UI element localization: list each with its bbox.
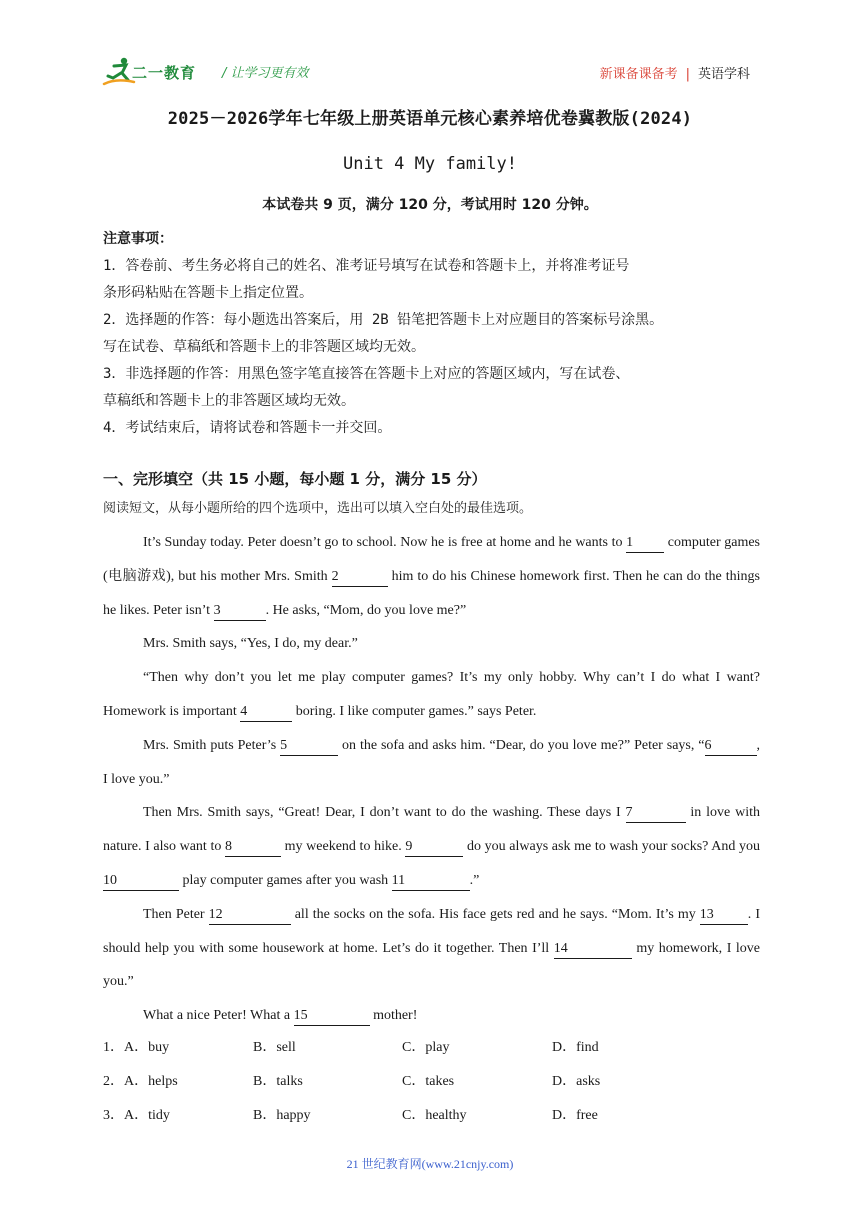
blank-7: 7	[626, 804, 686, 823]
blank-11: 11	[392, 872, 470, 891]
blank-9: 9	[405, 838, 463, 857]
page-footer: 21 世纪教育网(www.21cnjy.com)	[346, 1157, 514, 1171]
slogan: / 让学习更有效	[222, 66, 309, 81]
note-line: 4．考试结束后，请将试卷和答题卡一并交回。	[103, 420, 392, 436]
passage-paragraph	[103, 526, 760, 627]
note-line: 2．选择题的作答：每小题选出答案后，用 2B 铅笔把答题卡上对应题目的答案标号涂黑。	[103, 312, 664, 328]
header-tag-subject: 英语学科	[697, 67, 750, 82]
passage-text: What a nice Peter! What a	[143, 1008, 294, 1024]
option-d: D．free	[552, 1108, 598, 1123]
blank-3: 3	[214, 602, 266, 621]
blank-6: 6	[705, 737, 757, 756]
passage-paragraph	[103, 661, 760, 729]
passage-text: “Then why don’t you let me play computer games? It’s my only hobby. Why can’t I do what I want? Homework is important	[103, 670, 760, 719]
header-separator: |	[685, 67, 690, 82]
passage-text: in love with nature. I also want to	[103, 805, 761, 855]
unit-title: Unit 4 My family!	[343, 154, 517, 174]
passage-text: on the sofa and asks him. “Dear, do you love me?” Peter says, “	[338, 737, 705, 753]
section-title: 一、完形填空（共 15 小题，每小题 1 分，满分 15 分）	[103, 470, 487, 488]
blank-14: 14	[554, 940, 632, 959]
blank-13: 13	[700, 906, 748, 925]
blank-10: 10	[103, 872, 179, 891]
option-c: C．takes	[402, 1074, 455, 1089]
blank-1: 1	[626, 534, 664, 553]
header-right	[600, 63, 750, 82]
logo-text: 二一教育	[132, 64, 197, 82]
option-a: 3．A．tidy	[103, 1108, 170, 1123]
passage-text: play computer games after you wash	[179, 872, 392, 888]
passage-text: Then Peter	[143, 906, 209, 922]
option-d: D．asks	[552, 1074, 601, 1089]
exam-info: 本试卷共 9 页，满分 120 分，考试用时 120 分钟。	[262, 197, 598, 213]
blank-2: 2	[332, 568, 388, 587]
option-a: 2．A．helps	[103, 1074, 178, 1089]
notes-heading: 注意事项：	[103, 231, 173, 247]
blank-12: 12	[209, 906, 291, 925]
passage-text: Mrs. Smith says, “Yes, I do, my dear.”	[143, 636, 358, 652]
passage-paragraph	[103, 627, 760, 661]
passage-text: all the socks on the sofa. His face gets red and he says. “Mom. It’s my	[290, 906, 700, 922]
blank-15: 15	[294, 1007, 370, 1026]
passage-text: computer games (电脑游戏), but his mother Mrs. Smith	[103, 535, 760, 584]
passage-text: mother!	[369, 1008, 418, 1024]
passage-text: boring. I like computer games.” says Peter.	[292, 703, 537, 719]
cloze-passage	[103, 526, 760, 1033]
passage-text: It’s Sunday today. Peter doesn’t go to school. Now he is free at home and he wants to	[143, 535, 627, 550]
passage-text: . I should help you with some housework at home. Let’s do it together. Then I’ll	[103, 906, 761, 956]
blank-8: 8	[225, 838, 281, 857]
header-tag-prep: 新课备课备考	[599, 67, 678, 82]
option-c: C．healthy	[402, 1108, 467, 1123]
option-a: 1．A．buy	[103, 1040, 170, 1055]
blank-4: 4	[240, 703, 292, 722]
passage-text: my homework, I love you.”	[103, 940, 761, 990]
option-b: B．happy	[253, 1108, 311, 1123]
passage-paragraph	[103, 729, 760, 797]
passage-text: . He asks, “Mom, do you love me?”	[265, 602, 467, 618]
option-b: B．sell	[253, 1040, 296, 1055]
passage-text: him to do his Chinese homework first. Then he can do the things he likes. Peter isn’t	[103, 568, 760, 618]
note-line: 3．非选择题的作答：用黑色签字笔直接答在答题卡上对应的答题区域内，写在试卷、	[103, 366, 630, 382]
page-header	[100, 56, 760, 90]
section-instruction: 阅读短文，从每小题所给的四个选项中，选出可以填入空白处的最佳选项。	[103, 501, 533, 516]
passage-text: my weekend to hike.	[281, 839, 406, 855]
passage-text: do you always ask me to wash your socks? And you	[463, 839, 761, 855]
runner-logo-icon	[102, 56, 136, 86]
passage-text: Then Mrs. Smith says, “Great! Dear, I don’t want to do the washing. These days I	[143, 805, 626, 821]
passage-text: Mrs. Smith puts Peter’s	[143, 737, 281, 753]
passage-paragraph	[103, 898, 760, 999]
note-line: 1．答卷前、考生务必将自己的姓名、准考证号填写在试卷和答题卡上，并将准考证号	[103, 258, 630, 274]
exam-title: 2025－2026学年七年级上册英语单元核心素养培优卷冀教版(2024)	[167, 109, 693, 129]
note-line: 写在试卷、草稿纸和答题卡上的非答题区域均无效。	[103, 339, 425, 355]
blank-5: 5	[280, 737, 338, 756]
notes-section	[103, 226, 763, 442]
passage-paragraph	[103, 999, 760, 1033]
note-line: 条形码粘贴在答题卡上指定位置。	[103, 285, 313, 301]
option-d: D．find	[552, 1040, 599, 1055]
passage-text: , I love you.”	[103, 737, 760, 787]
option-c: C．play	[402, 1040, 450, 1055]
option-b: B．talks	[253, 1074, 303, 1089]
logo	[102, 56, 214, 88]
passage-paragraph	[103, 796, 760, 897]
passage-text: .”	[469, 872, 480, 888]
note-line: 草稿纸和答题卡上的非答题区域均无效。	[103, 393, 355, 409]
